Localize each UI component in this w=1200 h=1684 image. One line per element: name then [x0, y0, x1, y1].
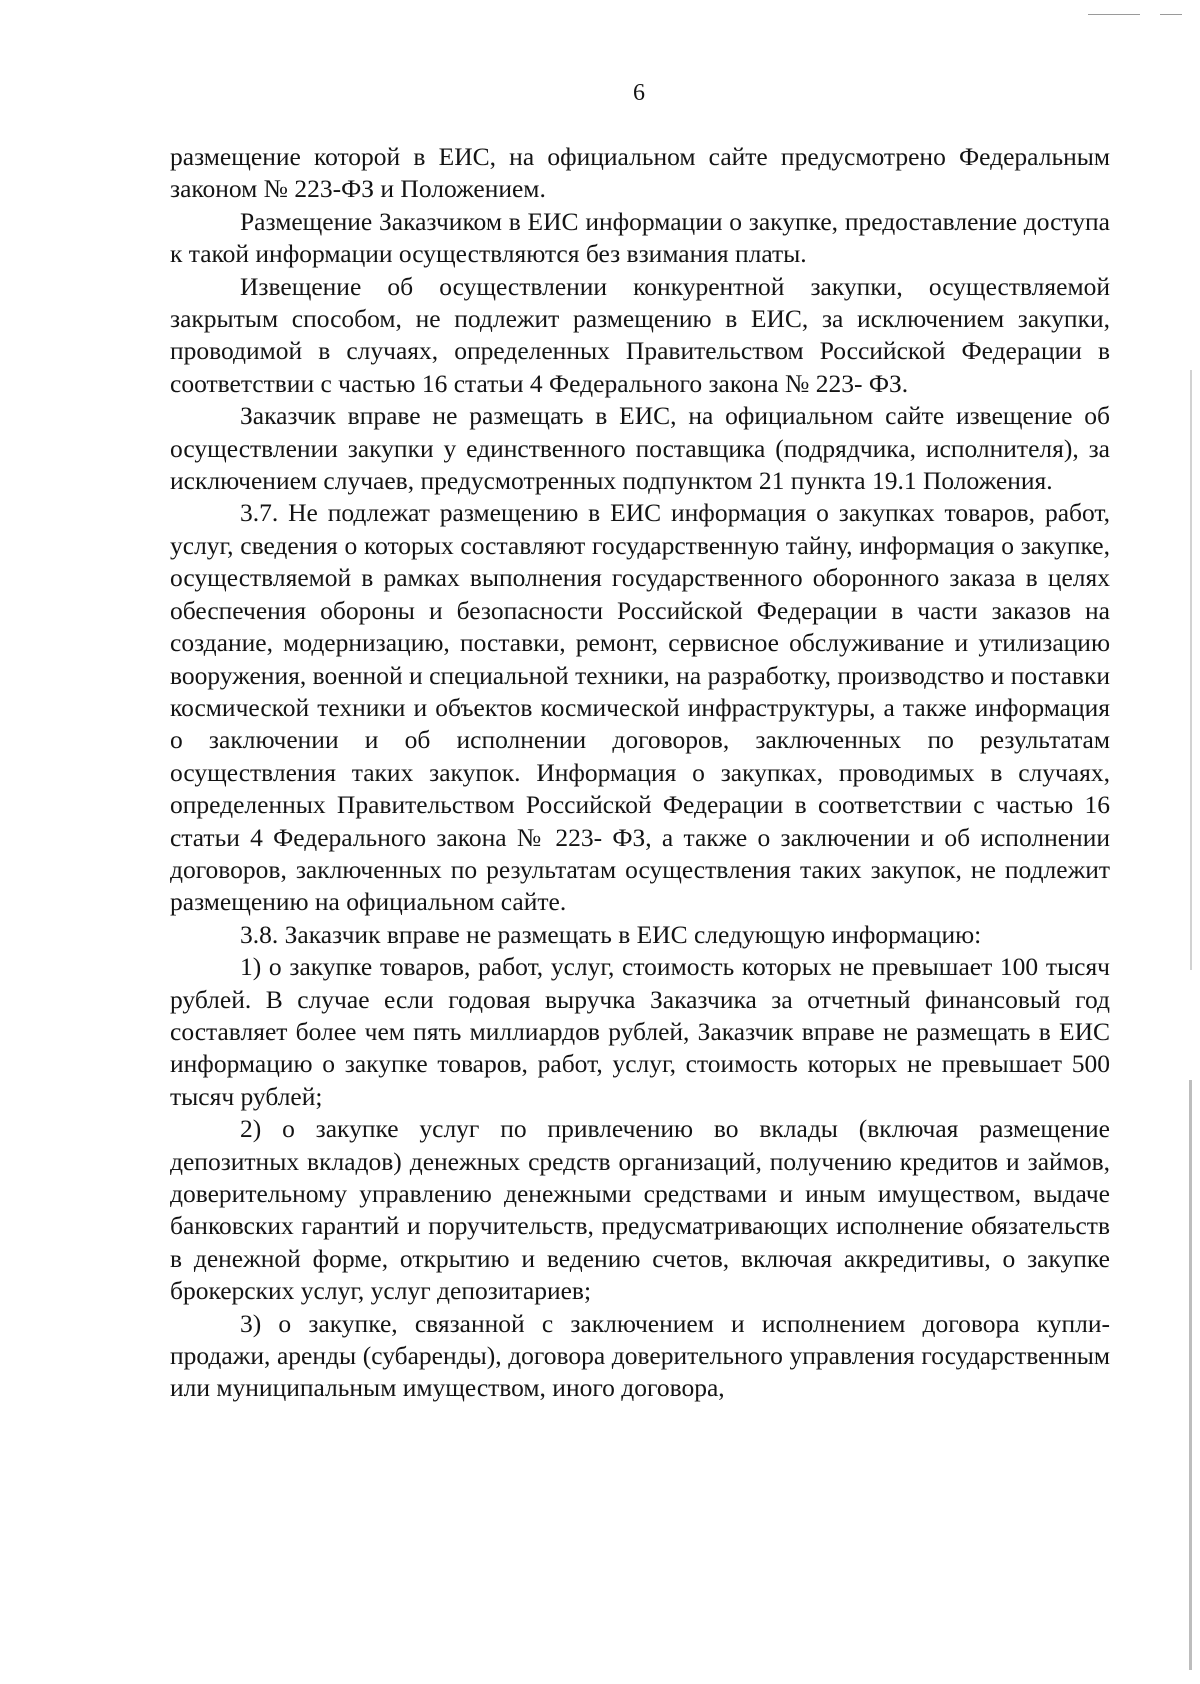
paragraph-2: Размещение Заказчиком в ЕИС информации о закупке, предоставление доступа к такой информации осуществляются без взимания платы.	[170, 206, 1110, 269]
list-item-2: 2) о закупке услуг по привлечению во вклады (включая размещение депозитных вкладов) денежных средств организаций, получению кредитов и займов, доверительному управлению денежными средствами и иным имуществом, выдаче банковских гарантий и поручительств, предусматривающих исполнение обязательств в денежной форме, открытию и ведению счетов, включая аккредитивы, о закупке брокерских услуг, услуг депозитариев;	[170, 1114, 1110, 1306]
scan-artifact-right-edge-lower	[1189, 1080, 1192, 1670]
page-number: 6	[633, 80, 645, 106]
paragraph-clause-3-8: 3.8. Заказчик вправе не размещать в ЕИС следующую информацию:	[240, 919, 982, 949]
scan-artifact-top-line-short	[1160, 14, 1182, 15]
paragraph-1: размещение которой в ЕИС, на официальном сайте предусмотрено Федеральным законом № 223-ФЗ и Положением.	[170, 142, 1110, 204]
scan-artifact-top-line	[1088, 14, 1140, 15]
list-item-1: 1) о закупке товаров, работ, услуг, стоимость которых не превышает 100 тысяч рублей. В случае если годовая выручка Заказчика за отчетный финансовый год составляет более чем пять миллиардов рублей, Заказчик вправе не размещать в ЕИС информацию о закупке товаров, работ, услуг, стоимость которых не превышает 500 тысяч рублей;	[170, 952, 1110, 1111]
paragraph-clause-3-7: 3.7. Не подлежат размещению в ЕИС информация о закупках товаров, работ, услуг, сведения о которых составляют государственную тайну, информация о закупке, осуществляемой в рамках выполнения государственного оборонного заказа в целях обеспечения обороны и безопасности Российской Федерации в части заказов на создание, модернизацию, поставки, ремонт, сервисное обслуживание и утилизацию вооружения, военной и специальной техники, на разработку, производство и поставки космической техники и объектов космической инфраструктуры, а также информация о заключении и об исполнении договоров, заключенных по результатам осуществления таких закупок. Информация о закупках, проводимых в случаях, определенных Правительством Российской Федерации в соответствии с частью 16 статьи 4 Федерального закона № 223- ФЗ, а также о заключении и об исполнении договоров, заключенных по результатам осуществления таких закупок, не подлежит размещению на официальном сайте.	[170, 498, 1110, 917]
paragraph-4: Заказчик вправе не размещать в ЕИС, на официальном сайте извещение об осуществлении закупки у единственного поставщика (подрядчика, исполнителя), за исключением случаев, предусмотренных подпунктом 21 пункта 19.1 Положения.	[170, 401, 1110, 496]
list-item-3: 3) о закупке, связанной с заключением и исполнением договора купли-продажи, аренды (субаренды), договора доверительного управления государственным или муниципальным имуществом, иного договора,	[170, 1308, 1110, 1403]
paragraph-3: Извещение об осуществлении конкурентной закупки, осуществляемой закрытым способом, не подлежит размещению в ЕИС, за исключением закупки, проводимой в случаях, определенных Правительством Российской Федерации в соответствии с частью 16 статьи 4 Федерального закона № 223- ФЗ.	[170, 271, 1110, 398]
document-body	[170, 141, 1110, 1405]
scan-artifact-right-edge-upper	[1190, 370, 1192, 970]
